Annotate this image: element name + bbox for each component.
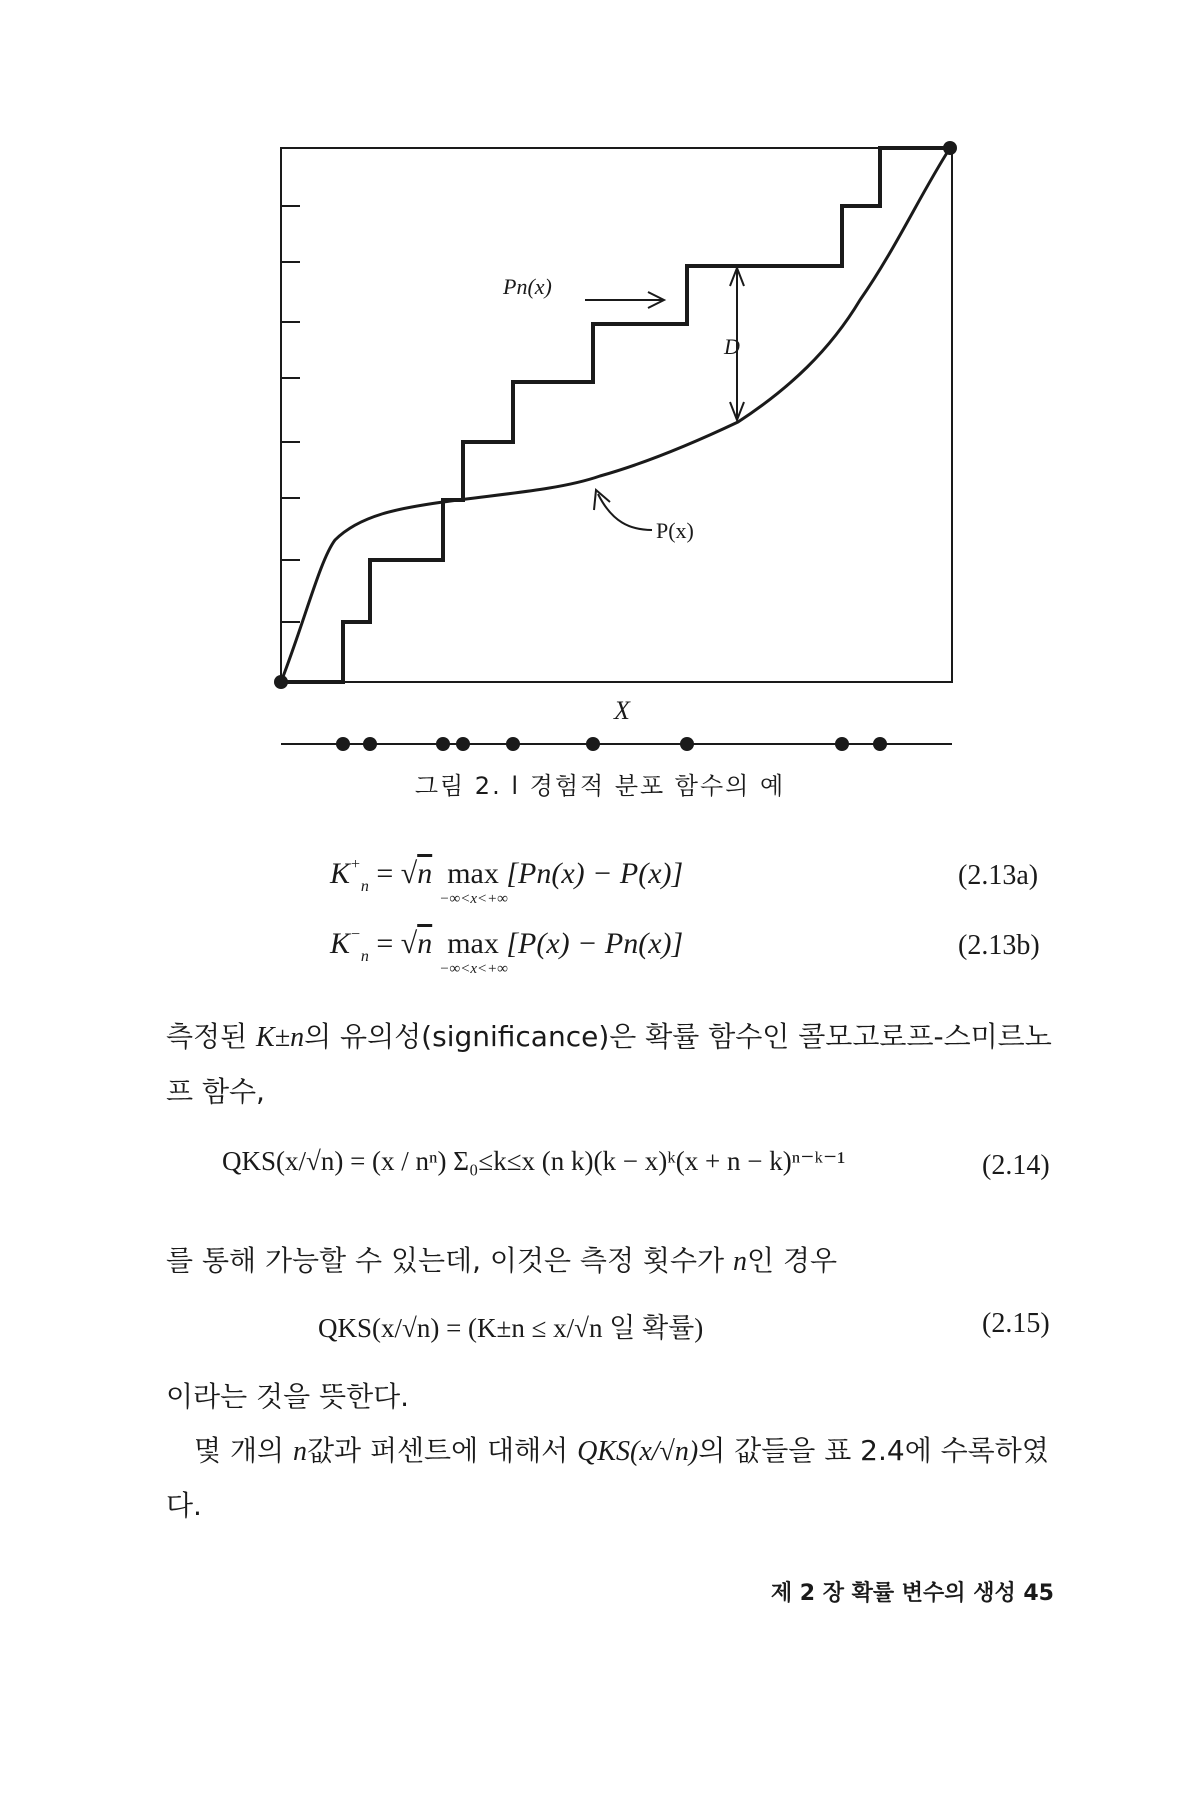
px-pointer — [594, 490, 652, 530]
edf-plot — [0, 0, 1200, 800]
plot-frame — [281, 148, 952, 682]
equation-number-2-14: (2.14) — [982, 1150, 1050, 1181]
paragraph-3: 이라는 것을 뜻한다. — [166, 1380, 410, 1413]
empirical-step-curve — [281, 148, 950, 682]
pn-arrow — [585, 292, 664, 308]
equation-number-2-15: (2.15) — [982, 1308, 1050, 1339]
equation-number-2-13b: (2.13b) — [958, 930, 1040, 961]
page-footer: 제 2 장 확률 변수의 생성 45 — [770, 1581, 1054, 1606]
equation-2-15: QKS(x/√n) = (K±n ≤ x/√n 일 확률) — [318, 1313, 704, 1343]
y-ticks — [281, 206, 300, 622]
px-label: P(x) — [656, 518, 694, 543]
figure — [0, 0, 1200, 800]
equation-2-13a: $K^+_n = √n$ max −∞<x<+∞ [Pn(x) − P(x)] — [330, 856, 684, 907]
start-point — [274, 675, 288, 689]
theoretical-cdf-curve — [281, 148, 950, 682]
equation-number-2-13a: (2.13a) — [958, 860, 1039, 891]
pn-label: Pn(x) — [503, 274, 552, 299]
end-point — [943, 141, 957, 155]
figure-caption: 그림 2. l 경험적 분포 함수의 예 — [414, 772, 786, 800]
paragraph-2: 를 통해 가능할 수 있는데, 이것은 측정 횟수가 n인 경우 — [166, 1244, 838, 1277]
paragraph-1: 측정된 K±n의 유의성(significance)은 확률 함수인 콜모고로프-스미르노프 함수, — [166, 1020, 1052, 1108]
equation-2-13b: $K^-_n = √n$ max −∞<x<+∞ [P(x) − Pn(x)] — [330, 926, 684, 977]
paragraph-4: 몇 개의 n값과 퍼센트에 대해서 QKS(x/√n)의 값들을 표 2.4에 수록하였다. — [166, 1434, 1049, 1522]
equation-2-14: QKS(x/√n) = (x / nⁿ) Σ₀≤k≤x (n k)(k − x)ᵏ(x + n − k)ⁿ⁻ᵏ⁻¹ — [222, 1146, 846, 1176]
d-label: D — [724, 334, 740, 359]
x-axis-label: X — [614, 696, 630, 725]
